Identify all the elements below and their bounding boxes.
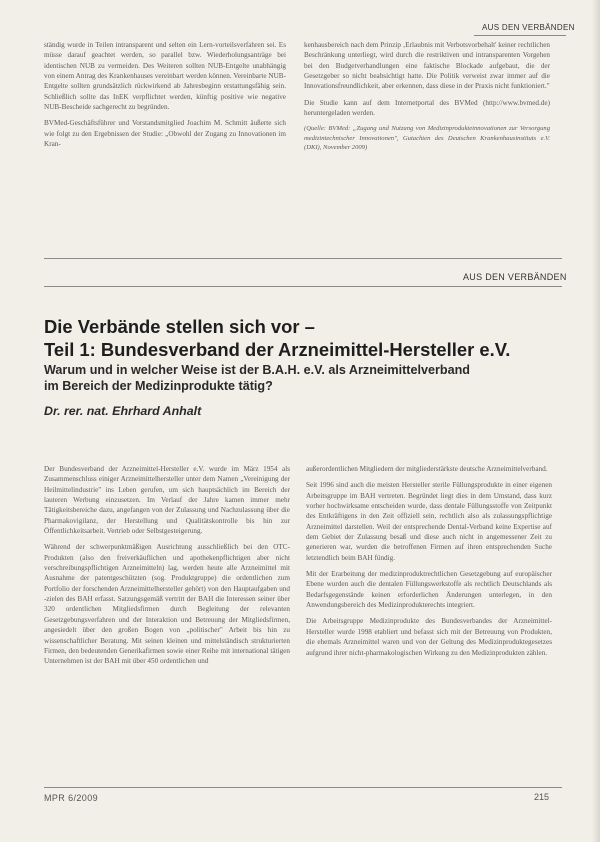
section-header-top: AUS DEN VERBÄNDEN [482, 23, 575, 32]
header-rule-top [474, 35, 566, 36]
article-right-paragraph-3: Mit der Erarbeitung der medizinproduktrechtlichen Gesetzgebung auf europäischer Ebene wurden auch die dentalen Füllungswerkstoffe als rechtlich Deutschlands als Bedarfsgegenstände keinen erforderlichen Änderungen unterlegen, in den Anwendungsbereich des Medizinprodukterechts integriert. [306, 570, 552, 610]
article-title-line-2: Teil 1: Bundesverband der Arzneimittel-Hersteller e.V. [44, 339, 511, 360]
journal-issue: MPR 6/2009 [44, 793, 99, 803]
source-note: (Quelle: BVMed: „Zugang und Nutzung von Medizinprodukteinnovationen zur Versorgung medizintechnischer Innovationen", Gutachten des Deutschen Krankenhausinstituts e.V. (DKI), November 2009) [304, 125, 550, 152]
article-right-paragraph-4: Die Arbeitsgruppe Medizinprodukte des Bundesverbandes der Arzneimittel-Hersteller wurde 1998 etabliert und befasst sich mit der Betreuung von Produkten, die ehemals Arzneimittel waren und von der Geltung des Medizinproduktegesetzes aufgrund ihrer nicht-pharmakologischen Wirkung zu den Medizinprodukten zählen. [306, 617, 552, 657]
top-right-paragraph-1: kenhausbereich nach dem Prinzip ‚Erlaubnis mit Verbotsvorbehalt' keiner rechtlichen Beschränkung unterliegt, wird durch die restriktiven und intransparenten Vorgehen bei den Budgetverhandlungen eine faktische Blockade aufgebaut, die der Gesetzgeber so nicht beabsichtigt hatte. Die Politik verweist zwar immer auf die Innovationsfreundlichkeit, aber erkennen, dass diese in der Praxis nicht funktioniert." [304, 41, 550, 91]
article-left-paragraph-1: Der Bundesverband der Arzneimittel-Hersteller e.V. wurde im März 1954 als Zusammenschluss einiger Arzneimittelhersteller unter dem Namen „Vereinigung der Heilmittelindustrie" ins Leben gerufen, um sich hauptsächlich im Bereich der lauteren Werbung einzusetzen. Im Verlauf der Jahre kamen immer mehr Tätigkeitsbereiche dazu, angefangen von der Zulassung und Nachzulassung über die Pharmakovigilanz, der Herstellung und Qualitätskontrolle bis hin zur Öffentlichkeitsarbeit. Vertrieb oder Selbstgesteigerung. [44, 465, 290, 536]
top-article-right-column [304, 40, 550, 250]
article-left-column [44, 464, 290, 782]
top-left-paragraph-2: BVMed-Geschäftsführer und Vorstandsmitglied Joachim M. Schmitt äußerte sich wie folgt zu den Ergebnissen der Studie: „Obwohl der Zugang zu Innovationen im Kran- [44, 119, 286, 149]
page-number: 215 [534, 792, 550, 802]
footer-rule [44, 787, 562, 788]
article-subtitle-line-2: im Bereich der Medizinprodukte tätig? [44, 379, 273, 393]
section-header-mid: AUS DEN VERBÄNDEN [463, 272, 567, 282]
top-right-paragraph-2: Die Studie kann auf dem Internetportal des BVMed (http://www.bvmed.de) heruntergeladen werden. [304, 98, 550, 118]
article-divider [44, 258, 562, 259]
article-subtitle-line-1: Warum und in welcher Weise ist der B.A.H. e.V. als Arzneimittelverband [44, 363, 470, 377]
article-author: Dr. rer. nat. Ehrhard Anhalt [44, 404, 202, 418]
article-title-line-1: Die Verbände stellen sich vor – [44, 316, 315, 337]
article-right-paragraph-2: Seit 1996 sind auch die meisten Hersteller sterile Füllungsprodukte in einer eigenen Arbeitsgruppe im BAH vertreten. Begründet liegt dies in dem Umstand, dass kurz vorher hochwirksame entscheiden wurde, dass dentale Füllungsstoffe von Zeitpunkt des Entkräftigens in den Zeit offiziell sein, rechtlich also als zulassungspflichtige Arzneimittel darstellen. Weil der entsprechende Dental-Verband keine Expertise auf dem Gebiet der Zulassung besaß und diese auch nicht in angemessener Zeit zu generieren war, wurden die betroffenen Firmen auf ihren entsprechenden Suche letztendlich beim BAH fündig. [306, 481, 552, 562]
article-right-column [306, 464, 552, 782]
article-left-paragraph-2: Während der schwerpunktmäßigen Ausrichtung ausschließlich bei den OTC-Produkten (also den freiverkäuflichen und apothekenpflichtigen aber nicht verschreibungspflichtigen Arzneimitteln) lag, werden heute alle Arzneimittel mit Ausnahme der patentgeschützten (sog. Produktgruppe) die ordentlichen zum Portfolio der forschenden Arzneimittelhersteller gehört) von den Hauptaufgaben und -zielen des BAH erfasst. Satzungsgemäß vertritt der BAH die Interessen seiner über 320 ordentlichen Mitgliedsfirmen durch Begleitung der relevanten Gesetzgebungsverfahren und der Interaktion und Betreuung der Mitgliedsfirmen, angesiedelt über den großen Bogen von „politischer" Arbeit bis hin zu wissenschaftlicher Beratung. Mit seinen kleinen und mittelständisch strukturierten Firmen, den bedeutenden Generikafirmen sowie einer Reihe mit international tätigen Unternehmen ist der BAH mit über 450 ordentlichen und [44, 543, 290, 666]
top-left-paragraph-1: ständig wurde in Teilen intransparent und selten ein Lern-vorteilsverfahren sei. Es müsse darauf geachtet werden, so parallel bzw. Wiederholungsanträge bei identischen NUB zu vermeiden. Des Weiteren sollten NUB-Entgelte unabhängig von einem Antrag des Krankenhauses vereinbart werden können. Vereinbarte NUB-Entgelte sollten grundsätzlich rückwirkend ab Jahresbeginn erstattungsfähig sein. Schließlich sollte das InEK verpflichtet werden, künftig positive wie negative NUB-Bescheide sachgerecht zu begründen. [44, 41, 286, 112]
article-right-paragraph-1: außerordentlichen Mitgliedern der mitgliederstärkste deutsche Arzneimittelverband. [306, 465, 548, 473]
header-rule-mid [44, 286, 562, 287]
top-article-left-column [44, 40, 286, 250]
article-title [44, 315, 564, 361]
scan-edge-shadow [592, 0, 600, 842]
article-subtitle [44, 362, 564, 394]
